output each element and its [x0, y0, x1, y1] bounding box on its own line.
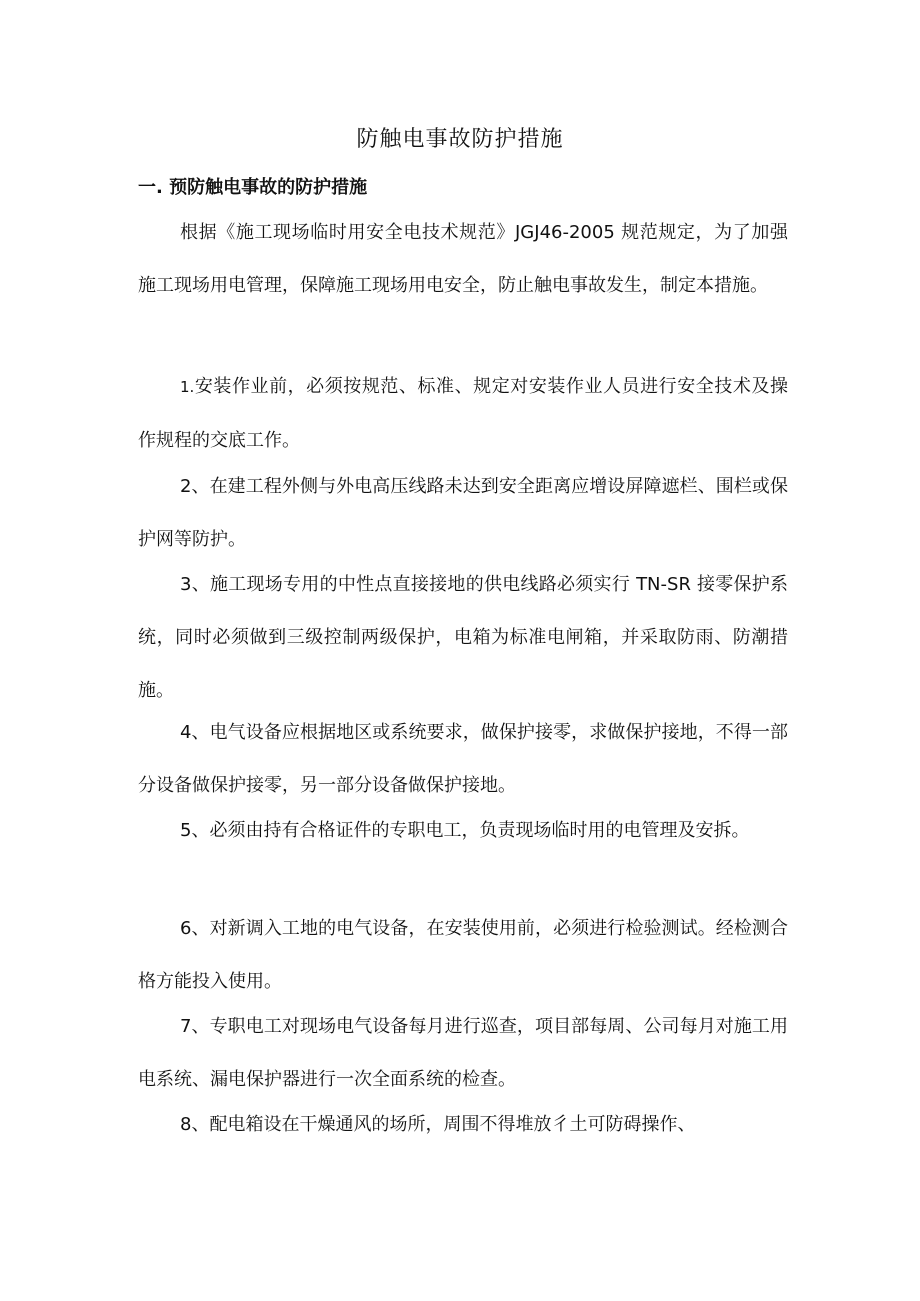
- item-text: 施工现场专用的中性点直接接地的供电线路必须实行 TN-SR 接零保护系统，同时必须做到三级控制两级保护，电箱为标准电闸箱，并采取防雨、防潮措施。: [138, 574, 789, 701]
- section-heading: 一. 预防触电事故的防护措施: [138, 177, 368, 198]
- item-number: 3、: [180, 574, 210, 595]
- item-text: 专职电工对现场电气设备每月进行巡查，项目部每周、公司每月对施工用电系统、漏电保护器进行一次全面系统的检查。: [138, 1016, 788, 1090]
- item-number: 2、: [180, 476, 210, 497]
- document-title: 防触电事故防护措施: [356, 127, 564, 152]
- item-number: 8、: [180, 1114, 210, 1135]
- measure-item-4: [138, 706, 788, 812]
- measure-item-1: [138, 360, 788, 467]
- measure-item-2: [138, 460, 788, 566]
- measure-item-5: [138, 804, 788, 857]
- measure-item-6: [138, 902, 788, 1008]
- measure-item-7: [138, 1000, 788, 1106]
- item-number: 5、: [180, 820, 210, 841]
- measure-item-8: [138, 1098, 788, 1151]
- item-text: 配电箱设在干燥通风的场所，周围不得堆放彳土可防碍操作、: [209, 1114, 696, 1135]
- measure-item-3: [138, 558, 788, 717]
- item-text: 电气设备应根据地区或系统要求，做保护接零，求做保护接地，不得一部分设备做保护接零，另一部分设备做保护接地。: [138, 722, 788, 796]
- item-text: 对新调入工地的电气设备，在安装使用前，必须进行检验测试。经检测合格方能投入使用。: [138, 918, 788, 992]
- item-text: 必须由持有合格证件的专职电工，负责现场临时用的电管理及安拆。: [209, 820, 750, 841]
- intro-paragraph: 根据《施工现场临时用安全电技术规范》JGJ46-2005 规范规定，为了加强施工现场用电管理，保障施工现场用电安全，防止触电事故发生，制定本措施。: [138, 222, 788, 296]
- item-text: 安装作业前，必须按规范、标准、规定对安装作业人员进行安全技术及操作规程的交底工作。: [138, 376, 788, 451]
- item-number: 6、: [180, 918, 210, 939]
- item-text: 在建工程外侧与外电高压线路未达到安全距离应增设屏障遮栏、围栏或保护网等防护。: [138, 476, 788, 550]
- item-number: 4、: [180, 722, 210, 743]
- item-number: 7、: [180, 1016, 210, 1037]
- item-number: 1.: [180, 378, 195, 396]
